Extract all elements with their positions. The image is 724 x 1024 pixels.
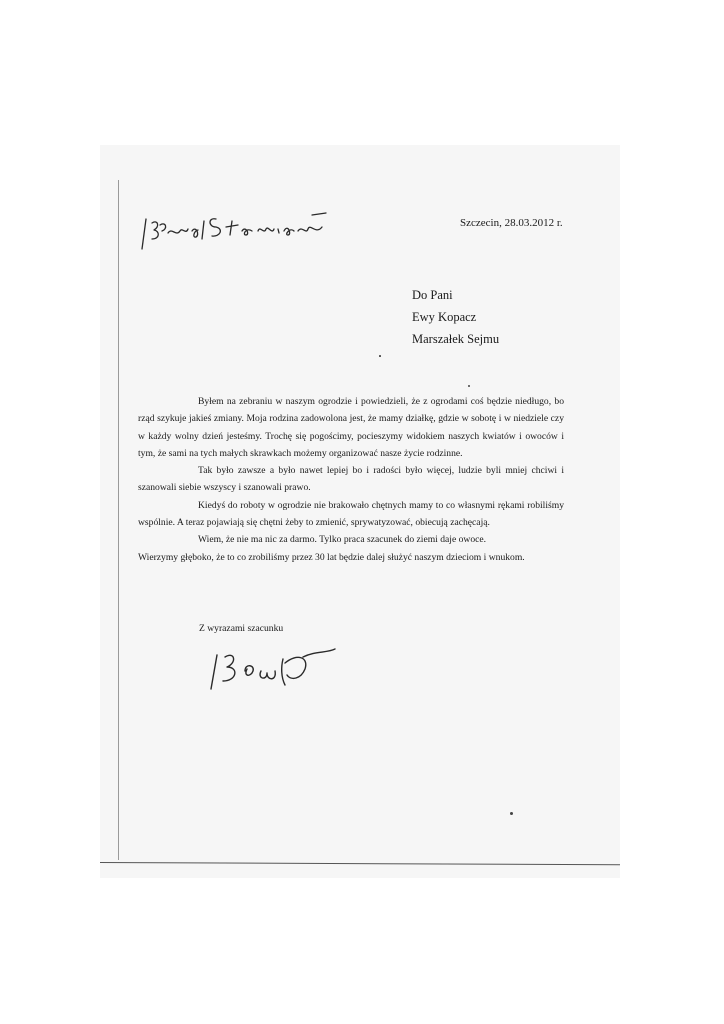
letter-body [138, 393, 564, 566]
scan-speck [468, 385, 470, 387]
closing-handwritten-signature [205, 645, 345, 695]
addressee-block [412, 284, 499, 350]
sheet-left-edge [118, 180, 119, 860]
body-paragraph: Kiedyś do roboty w ogrodzie nie brakowało chętnych mamy to co własnymi rękami robiliśmy wspólnie. A teraz pojawiają się chętni żeby to zmienić, sprywatyzować, obiecują zachęcają. [138, 499, 564, 529]
addressee-line: Marszałek Sejmu [412, 332, 500, 346]
body-paragraph: Byłem na zebraniu w naszym ogrodzie i powiedzieli, że z ogrodami coś będzie niedługo, bo rząd szykuje jakieś zmiany. Moja rodzina zadowolona jest, że mamy działkę, gdzie w sobotę i w niedziele czy w każdy wolny dzień jesteśmy. Trochę się pogościmy, pocieszymy widokiem naszych kwiatów i owoców i tym, że sami na tych małych skrawkach możemy organizować nasze życie rodzinne. [138, 396, 564, 459]
body-paragraph: Wiem, że nie ma nic za darmo. Tylko praca szacunek do ziemi daje owoce. [198, 534, 487, 546]
letter-date: Szczecin, 28.03.2012 r. [460, 217, 563, 229]
closing-phrase: Z wyrazami szacunku [199, 623, 284, 634]
addressee-line: Ewy Kopacz [412, 310, 477, 324]
body-paragraph: Tak było zawsze a było nawet lepiej bo i radości było więcej, ludzie byli mniej chciwi i szanowali siebie wszyscy i szanowali prawo. [138, 465, 564, 494]
scan-speck [510, 812, 513, 815]
addressee-line: Do Pani [412, 288, 453, 302]
header-handwritten-signature [138, 205, 338, 255]
body-paragraph: Wierzymy głęboko, że to co zrobiliśmy przez 30 lat będzie dalej służyć naszym dzieciom i wnukom. [138, 551, 525, 563]
scan-speck [379, 355, 381, 357]
